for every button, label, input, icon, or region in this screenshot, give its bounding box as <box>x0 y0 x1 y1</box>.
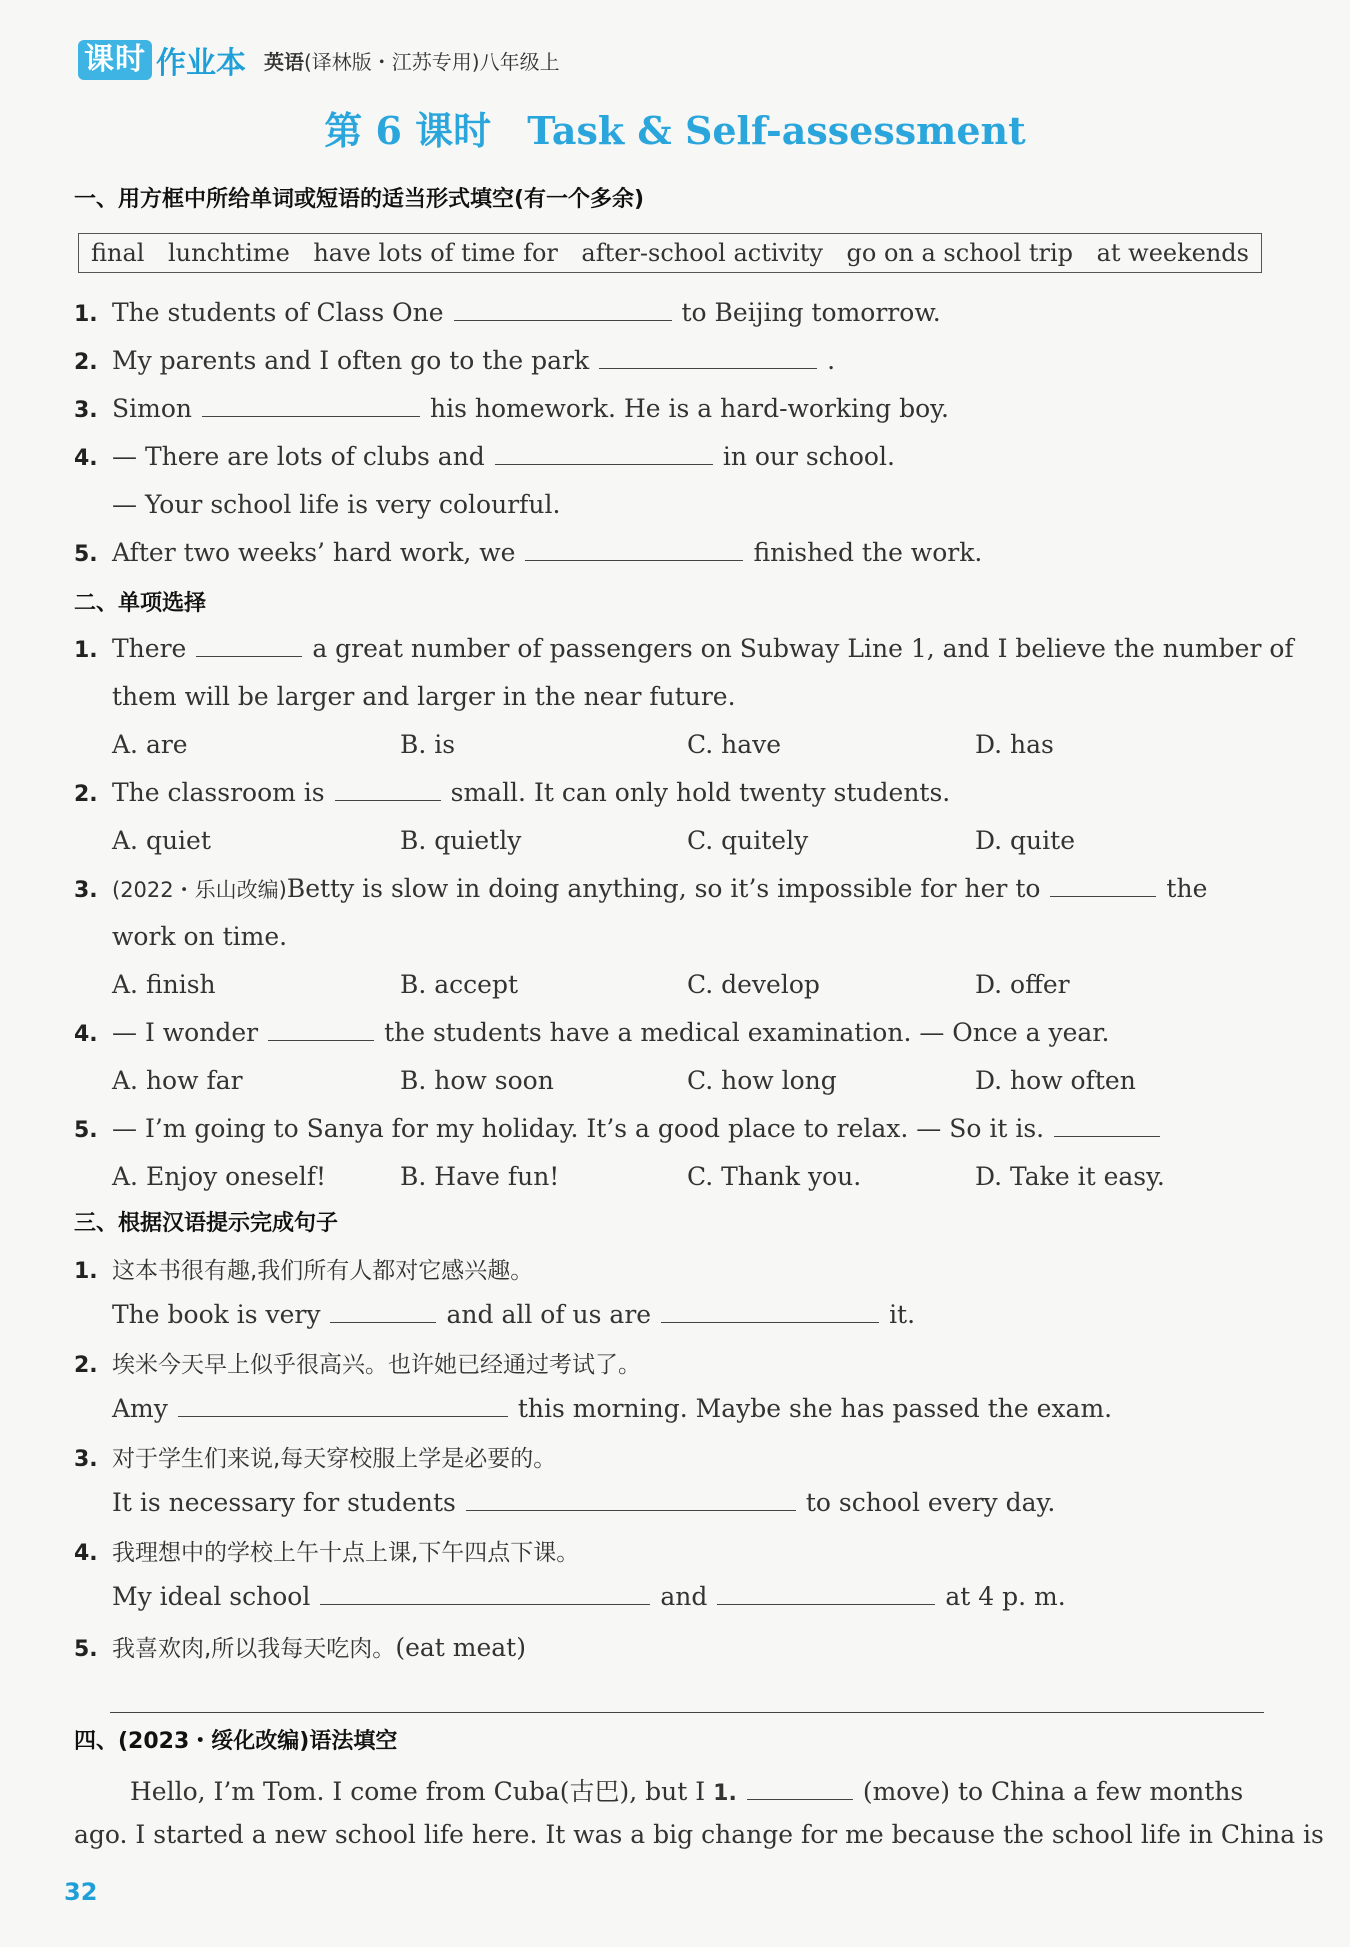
answer-blank[interactable] <box>320 1582 650 1605</box>
answer-blank[interactable] <box>330 1300 436 1323</box>
option-d[interactable]: D. quite <box>975 826 1075 855</box>
option-d[interactable]: D. Take it easy. <box>975 1162 1165 1191</box>
answer-blank[interactable] <box>268 1018 374 1041</box>
s1-question-3: 3. Simon his homework. He is a hard-working boy. <box>74 394 949 423</box>
s3-question-3-cn: 3. 对于学生们来说,每天穿校服上学是必要的。 <box>74 1446 557 1472</box>
option-a[interactable]: A. Enjoy oneself! <box>112 1162 327 1191</box>
answer-blank[interactable] <box>747 1777 853 1800</box>
option-c[interactable]: C. develop <box>687 970 820 999</box>
box-word: after-school activity <box>581 239 823 267</box>
box-word: lunchtime <box>168 239 290 267</box>
answer-blank[interactable] <box>1050 874 1156 897</box>
answer-blank[interactable] <box>466 1488 796 1511</box>
option-a[interactable]: A. are <box>112 730 188 759</box>
option-a[interactable]: A. quiet <box>112 826 211 855</box>
option-c[interactable]: C. Thank you. <box>687 1162 862 1191</box>
s3-question-1-en: The book is very and all of us are it. <box>112 1300 916 1329</box>
answer-blank[interactable] <box>178 1394 508 1417</box>
section1-heading: 一、用方框中所给单词或短语的适当形式填空(有一个多余) <box>74 187 645 212</box>
book-info: 英语(译林版・江苏专用)八年级上 <box>264 49 560 74</box>
s2-question-3-cont: work on time. <box>112 922 288 951</box>
answer-blank[interactable] <box>525 538 743 561</box>
option-a[interactable]: A. how far <box>112 1066 243 1095</box>
answer-blank[interactable] <box>196 634 302 657</box>
s1-question-5: 5. After two weeks’ hard work, we finished the work. <box>74 538 983 567</box>
box-word: final <box>91 239 145 267</box>
s2-question-1-cont: them will be larger and larger in the near future. <box>112 682 736 711</box>
page-number: 32 <box>64 1878 98 1906</box>
s3-question-2-en: Amy this morning. Maybe she has passed the exam. <box>112 1394 1113 1423</box>
option-b[interactable]: B. quietly <box>400 826 522 855</box>
section4-heading: 四、(2023・绥化改编)语法填空 <box>74 1729 398 1754</box>
box-word: have lots of time for <box>313 239 558 267</box>
s4-passage-line-2: ago. I started a new school life here. It was a big change for me because the school life in China is <box>74 1820 1324 1849</box>
option-d[interactable]: D. how often <box>975 1066 1136 1095</box>
answer-blank[interactable] <box>661 1300 879 1323</box>
s2-question-1: 1. There a great number of passengers on Subway Line 1, and I believe the number of <box>74 634 1294 663</box>
option-d[interactable]: D. has <box>975 730 1054 759</box>
box-word: go on a school trip <box>846 239 1074 267</box>
section3-heading: 三、根据汉语提示完成句子 <box>74 1211 339 1236</box>
s3-question-3-en: It is necessary for students to school every day. <box>112 1488 1056 1517</box>
s2-question-5: 5. — I’m going to Sanya for my holiday. It’s a good place to relax. — So it is. <box>74 1114 1170 1143</box>
lesson-title: 第 6 课时 Task & Self-assessment <box>324 108 1026 153</box>
question-source: (2022・乐山改编) <box>112 878 287 902</box>
answer-blank[interactable] <box>1054 1114 1160 1137</box>
option-c[interactable]: C. how long <box>687 1066 837 1095</box>
book-header <box>78 38 560 82</box>
box-word: at weekends <box>1096 239 1249 267</box>
option-c[interactable]: C. have <box>687 730 782 759</box>
s2-question-4: 4. — I wonder the students have a medical examination. — Once a year. <box>74 1018 1110 1047</box>
answer-blank[interactable] <box>717 1582 935 1605</box>
s3-question-5-cn: 5. 我喜欢肉,所以我每天吃肉。 (eat meat) <box>74 1633 526 1662</box>
brand-logo-text: 作业本 <box>156 46 246 81</box>
answer-line[interactable] <box>110 1712 1264 1713</box>
option-b[interactable]: B. is <box>400 730 456 759</box>
option-c[interactable]: C. quitely <box>687 826 809 855</box>
s1-question-4: 4. — There are lots of clubs and in our school. <box>74 442 895 471</box>
s3-question-2-cn: 2. 埃米今天早上似乎很高兴。也许她已经通过考试了。 <box>74 1352 641 1378</box>
s3-question-4-en: My ideal school and at 4 p. m. <box>112 1582 1066 1611</box>
s1-question-1: 1. The students of Class One to Beijing tomorrow. <box>74 298 941 327</box>
answer-blank[interactable] <box>599 346 817 369</box>
s2-question-3: 3. (2022・乐山改编) Betty is slow in doing anything, so it’s impossible for her to the <box>74 874 1208 903</box>
answer-blank[interactable] <box>202 394 420 417</box>
answer-blank[interactable] <box>335 778 441 801</box>
answer-blank[interactable] <box>495 442 713 465</box>
s1-question-4-reply: — Your school life is very colourful. <box>112 490 561 519</box>
option-b[interactable]: B. how soon <box>400 1066 554 1095</box>
s3-question-4-cn: 4. 我理想中的学校上午十点上课,下午四点下课。 <box>74 1540 580 1566</box>
s3-question-1-cn: 1. 这本书很有趣,我们所有人都对它感兴趣。 <box>74 1258 534 1284</box>
brand-logo: 课时 <box>78 40 152 80</box>
option-b[interactable]: B. accept <box>400 970 519 999</box>
option-a[interactable]: A. finish <box>112 970 216 999</box>
s4-passage-line-1: Hello, I’m Tom. I come from Cuba(古巴), but I 1. (move) to China a few months <box>130 1777 1244 1806</box>
s1-question-2: 2. My parents and I often go to the park . <box>74 346 836 375</box>
option-b[interactable]: B. Have fun! <box>400 1162 560 1191</box>
option-d[interactable]: D. offer <box>975 970 1070 999</box>
s2-question-2: 2. The classroom is small. It can only hold twenty students. <box>74 778 951 807</box>
section2-heading: 二、单项选择 <box>74 591 207 616</box>
answer-blank[interactable] <box>454 298 672 321</box>
word-box <box>78 233 1262 273</box>
